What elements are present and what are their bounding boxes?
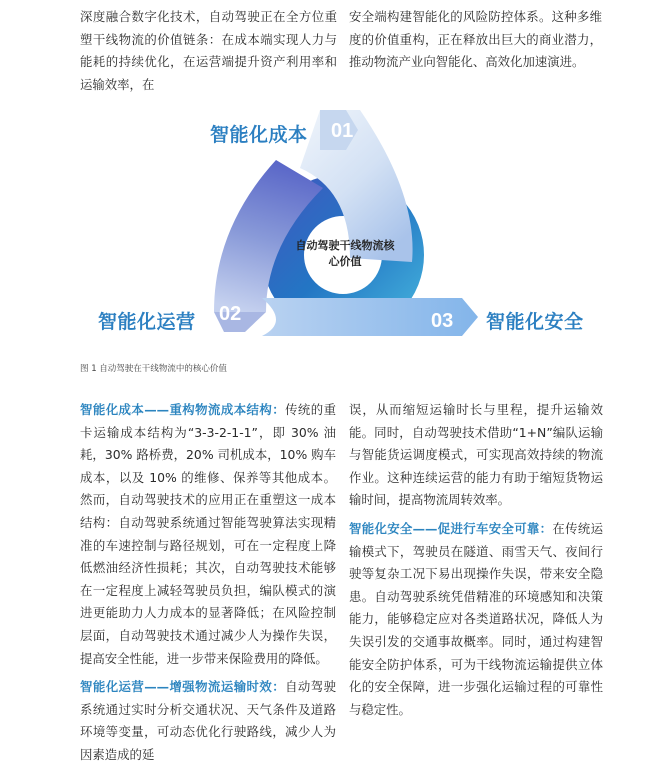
safety-heading: 智能化安全——促进行车安全可靠： (349, 520, 553, 536)
intro-paragraph-right: 安全端构建智能化的风险防控体系。这种多维度的价值重构，正在释放出巨大的商业潜力，推动物流产业向智能化、高效化加速演进。 (349, 9, 602, 70)
cost-heading: 智能化成本——重构物流成本结构： (80, 402, 286, 417)
body-text-right (349, 399, 603, 721)
label-smart-safety: 智能化安全 (486, 311, 584, 333)
figure-caption: 图 1 自动驾驶在干线物流中的核心价值 (80, 364, 227, 374)
label-smart-operations: 智能化运营 (98, 311, 196, 333)
number-01: 01 (331, 120, 354, 142)
cost-body: 传统的重卡运输成本结构为“3-3-2-1-1”，即 30% 油耗，30% 路桥费，20% 司机成本，10% 购车成本，以及 10% 的维修、保养等其他成本。然而，自动驾驶技术的应用正在重塑这一成本结构：自动驾驶系统通过智能驾驶算法实现精准的车速控制与路径规划，可在一定程度上降低燃油经济性损耗；其次，自动驾驶技术能够在一定程度上减轻驾驶员负担，编队模式的演进更能助力人力成本的显著降低；在风险控制层面，自动驾驶技术通过减少人为操作失误，提高安全性能，进一步带来保险费用的降低。 (80, 402, 337, 666)
cost-paragraph (80, 399, 336, 670)
ops-body-left: 自动驾驶系统通过实时分析交通状况、天气条件及道路环境等变量，可动态优化行驶路线，减少人为因素造成的延 (80, 679, 337, 762)
number-03: 03 (431, 310, 454, 332)
safety-body: 在传统运输模式下，驾驶员在隧道、雨雪天气、夜间行驶等复杂工况下易出现操作失误，带来安全隐患。自动驾驶系统凭借精准的环境感知和决策能力，能够稳定应对各类道路状况，降低人为失误引发的交通事故概率。同时，通过构建智能安全防护体系，可为干线物流运输提供立体化的安全保障，进一步强化运输过程的可靠性与稳定性。 (349, 520, 603, 717)
intro-paragraph-left: 深度融合数字化技术，自动驾驶正在全方位重塑干线物流的价值链条：在成本端实现人力与能耗的持续优化，在运营端提升资产利用率和运输效率，在 (80, 9, 337, 92)
core-value-label: 自动驾驶干线物流核心价值 (295, 239, 395, 268)
ops-paragraph-continued: 误，从而缩短运输时长与里程，提升运输效能。同时，自动驾驶技术借助“1+N”编队运输与智能货运调度模式，可实现高效持续的物流作业。这种连续运营的能力有助于缩短货物运输时间，提高物流周转效率。 (349, 402, 603, 508)
ops-heading: 智能化运营——增强物流运输时效： (80, 679, 286, 695)
label-smart-cost: 智能化成本 (210, 124, 308, 146)
safety-paragraph (349, 518, 603, 721)
number-02: 02 (219, 303, 242, 325)
ops-paragraph (80, 676, 336, 766)
body-text-left (80, 399, 336, 767)
